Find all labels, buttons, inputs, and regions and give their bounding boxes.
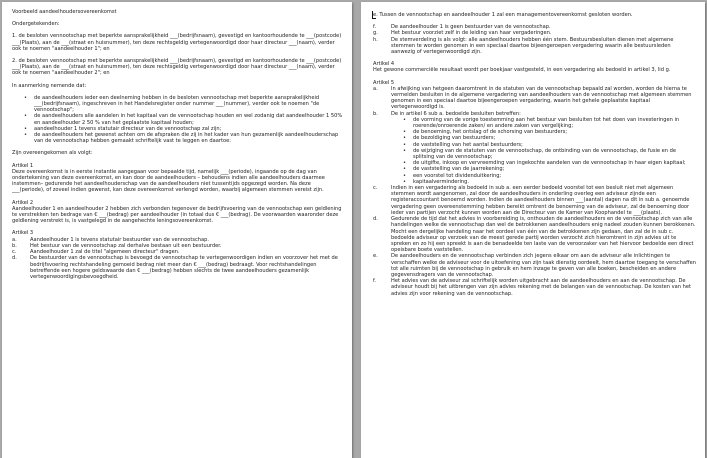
- page-content-right: [373, 12, 696, 297]
- list-item-number: a.: [12, 236, 17, 243]
- page-content-left: [12, 9, 344, 280]
- list-item-text: In afwijking van hetgeen daaromtrent in de statuten van de vennootschap bepaald zal worden, worden de hierna te vermelden besluiten in de algemene vergadering van aandeelhouders van de vennootschap met algemeen stemmen genomen in een speciaal daartoe bijeengeroepen vergadering, waarin het gehele geplaatste kapitaal vertegenwoordigd is.: [391, 85, 692, 111]
- paragraph: Voorbeeld aandeelhoudersovereenkomst: [12, 9, 117, 15]
- list-item-number: d.: [12, 255, 17, 262]
- list-item-number: d.: [373, 216, 378, 223]
- list-item-number: e.: [373, 253, 378, 260]
- document-page-left[interactable]: [2, 2, 352, 458]
- bullet-item: • de vaststelling van de jaarrekening;: [373, 166, 696, 172]
- bullet-item: • de vorming van de vorige toestemming aan het bestuur van besluiten tot het doen van investeringen in roerende/onroerende zaken/ en andere zaken van vergelijking;: [373, 117, 696, 129]
- list-item-number: b.: [12, 242, 17, 249]
- paragraph: Artikel 3: [12, 230, 34, 237]
- list-item-number: g.: [373, 30, 378, 37]
- list-item-text: Gedurende de tijd dat het advies in voorbereiding is, onthouden de aandeelhouders en de vennootschap zich van alle handelingen welke de vennootschap dan wel de betrokkenen aandeelhouders enig nadeel zouden kunnen berokkenen. Mocht een dergelijke handeling naar het oordeel van één van de betrokkenen zijn gedaan, dan zal de in sub c. bedoelde adviseur op verzoek van de meest gerede partij worden verzocht zich hieromtrent in zijn advies uit te spreken en zo hij een spreekt is aan de benadeelde ten laste van de veroorzaker van het hiervoor bedoelde een direct opeisbare boete vaststellen.: [391, 216, 696, 254]
- list-item-number: f.: [373, 278, 377, 285]
- paragraph: Zijn overeengekomen als volgt:: [12, 150, 93, 157]
- bullet-item: • kapitaalvermindering.: [373, 179, 696, 185]
- list-item-number: f.: [373, 24, 377, 31]
- paragraph: Artikel 1: [12, 162, 34, 169]
- bullet-item: • de aandeelhouders het gewenst achten om de afspraken die zij in het kader van hun gezamenlijk aandeelhouderschap van de vennootschap hebben gemaakt schriftelijk vast te leggen en daartoe:: [12, 132, 344, 144]
- list-item-number: a.: [373, 85, 378, 92]
- list-item: [373, 278, 696, 297]
- paragraph: Het gewone commerciële resultaat wordt per boekjaar vastgesteld, in een vergadering als bedoeld in artikel 3, lid g.: [373, 67, 671, 74]
- bullet-item: • de bezoldiging van bestuurders;: [373, 135, 696, 141]
- list-item: [373, 253, 696, 278]
- bullet-item: • de aandeelhouders ieder een deelneming hebben in de besloten vennootschap met beperkte aansprakelijkheid ___(bedrijfsnaam), ingeschreven in het Handelsregister onder nummer ___(nummer), verder ook te noemen "de vennootschap";: [12, 95, 344, 114]
- paragraph: Artikel 4: [373, 61, 395, 68]
- bullet-item: • de wijziging van de statuten van de vennootschap, de ontbinding van de vennootschap, de fusie en de splitsing van de vennootschap;: [373, 148, 696, 160]
- list-item-text: De bestuurder van de vennootschap is bevoegd de vennootschap te vertegenwoordigen indien en voorzover het met de bedrijfsvoering rechtshandeling gemoeid bedrag niet meer dan € ___(bedrag) bedraagt. Voor rechtshandelingen betreffende een hogere geldswaarde dan € ___(bedrag) hebben slechts de twee aandeelhouders gezamenlijk vertegenwoordigingsbevoegdheid.: [30, 255, 338, 280]
- paragraph: Aandeelhouder 1 en aandeelhouder 2 hebben zich verbonden tegenover de bedrijfsvoering van de vennootschap een geldlening te verstrekken ten bedrage van € ___(bedrag) per aandeelhouder (in totaal dus € ___(bedrag). De voorwaarden waaronder deze geldlening verstrekt is, is vastgelegd in de aangehechte leningsovereenkomst.: [12, 205, 342, 225]
- bullet-item: • de aandeelhouders alle aandelen in het kapitaal van de vennootschap houden en wel zodanig dat aandeelhouder 1 50% en aandeelhouder 2 50 % van het geplaatste kapitaal houden;: [12, 113, 344, 125]
- list-item-number: c.: [12, 249, 17, 256]
- list-item-text: De aandeelhouders en de vennootschap verbinden zich jegens elkaar om aan de adviseur alle inlichtingen te verschaffen welke de adviseur voor de uitoefening van zijn taak dienstig oordeelt, hem daartoe toegang te verschaffen tot alle ruimten bij de vennootschap in gebruik en hem inzage te geven van alle boeken, bescheiden en andere gegevensdragers van de vennootschap.: [391, 253, 696, 278]
- paragraph: Artikel 5: [373, 79, 395, 86]
- paragraph: In aanmerking nemende dat:: [12, 82, 87, 89]
- list-item: [373, 86, 696, 111]
- list-item-number: b.: [373, 110, 378, 117]
- bullet-item: • de benoeming, het ontslag of de schorsing van bestuurders;: [373, 129, 696, 135]
- document-page-right[interactable]: [361, 2, 705, 458]
- list-item-text: Het bestuur van de vennootschap zal derhalve bestaan uit een bestuurder.: [30, 242, 222, 249]
- paragraph: 1. de besloten vennootschap met beperkte aansprakelijkheid ___(bedrijfsnaam), gevestigd en kantoorhoudende te ___(postcode) ___(Plaats), aan de ___(straat en huisnummer), ten deze rechtsgeldig vertegenwoordigd door haar directeur ___(naam), verder ook te noemen "aandeelhouder 1"; en: [12, 33, 342, 52]
- list-item-text: Indien in een vergadering als bedoeld in sub a. een eerder bedoeld voorstel tot een besluit niet met algemeen stemmen wordt aangenomen, zal door de aandeelhouders in onderling overleg een adviseur zijnde een registeraccountant benoemd worden. Indien de aandeelhouders binnen ___(aantal) dagen na dit in sub a. genoemde vergadering geen overeenstemming hebben bereikt omtrent de benoeming van de adviseur, zal de benoeming door ieder van partijen verzocht kunnen worden aan de Directeur van de Kamer van Koophandel te ___(plaats).: [391, 185, 690, 216]
- list-item: [373, 37, 696, 56]
- list-item-text: De stemverdeling is als volgt: alle aandeelhouders hebben één stem. Bestuursbesluiten dienen met algemene stemmen te worden genomen in een speciaal daartoe bijeengeroepen vergadering waarin alle bestuursleden aanwezig of vertegenwoordigd zijn.: [391, 36, 674, 56]
- paragraph: Ondergetekenden:: [12, 21, 60, 28]
- bullet-item: • de vaststelling van het aantal bestuurders;: [373, 142, 696, 148]
- list-item-number: h.: [373, 36, 378, 43]
- list-item-text: Aandeelhouder 1 is tevens statutair bestuurder van de vennootschap.: [30, 236, 209, 243]
- list-item-text: De in artikel 6 sub a. bedoelde besluiten betreffen:: [391, 110, 521, 117]
- paragraph: Deze overeenkomst is in eerste instantie aangegaan voor bepaalde tijd, namelijk ___(periode), ingaande op de dag van ondertekening van deze overeenkomst, en kan door de aandeelhouders – behoudens indien alle aandeelhouders daarmee instemmen– gedurende het aandeelhouderschap van de aandeelhouders niet tussentijds opgezegd worden. Na deze ___(periode), of zoveel indien gewenst, kan deze overeenkomst verlengd worden, waarbij algemeen stemmen vereist zijn.: [12, 168, 325, 194]
- list-item-text: Het bestuur voorziet zelf in de leiding van haar vergaderingen.: [391, 30, 552, 37]
- list-item-text: De aandeelhouder 1 is geen bestuurder van de vennootschap.: [391, 24, 551, 31]
- list-item: [12, 255, 344, 280]
- list-item-text: Het advies van de adviseur zal schriftelijk worden uitgebracht aan de aandeelhouders en aan de vennootschap. De adviseur houdt bij het uitbrengen van zijn advies rekening met de belangen van de vennootschap. De kosten van het advies zijn voor rekening van de vennootschap.: [391, 278, 691, 297]
- bullet-item: • een voorstel tot dividenduitkering;: [373, 173, 696, 179]
- bullet-item: • de uitgifte, inkoop en vervreemding van ingekochte aandelen van de vennootschap in haar eigen kapitaal;: [373, 160, 696, 166]
- list-item: [373, 185, 696, 216]
- list-item: [373, 216, 696, 253]
- paragraph: Artikel 2: [12, 199, 34, 206]
- list-item-text: Aandeelhouder 1 zal de titel "algemeen directeur" dragen.: [30, 249, 180, 256]
- bullet-item: • aandeelhouder 1 tevens statutair directeur van de vennootschap zal zijn;: [12, 126, 344, 132]
- paragraph: 2. de besloten vennootschap met beperkte aansprakelijkheid ___(bedrijfsnaam), gevestigd en kantoorhoudende te ___(postcode) ___(Plaats), aan de ___(straat en huisnummer), ten deze rechtsgeldig vertegenwoordigd door haar directeur ___(naam), verder ook te noemen "aandeelhouder 2"; en: [12, 58, 342, 77]
- paragraph: e. Tussen de vennootschap en aandeelhouder 1 zal een managementovereenkomst gesloten worden.: [373, 12, 633, 18]
- list-item-number: c.: [373, 185, 378, 192]
